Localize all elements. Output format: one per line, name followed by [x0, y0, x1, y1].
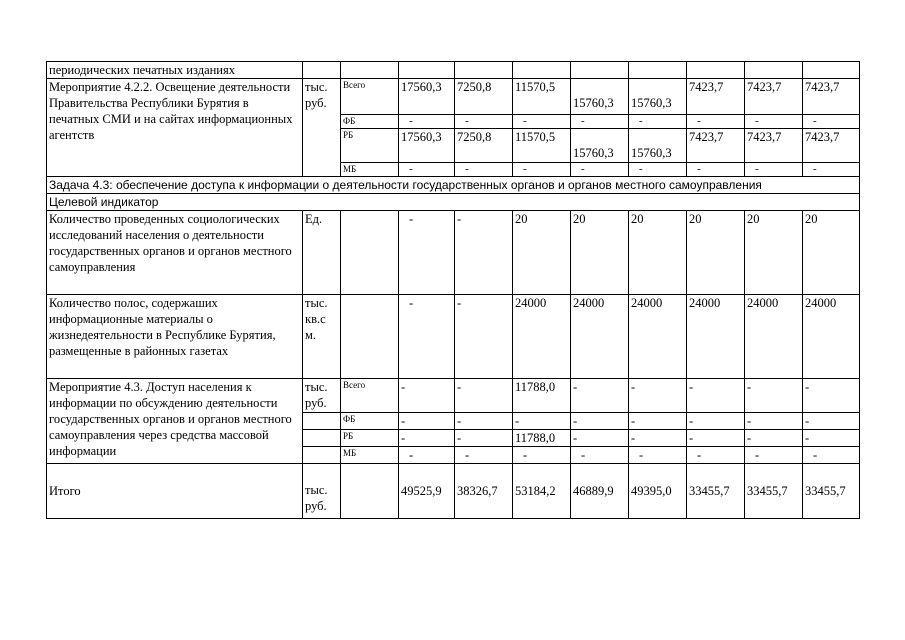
value-cell: - — [571, 430, 629, 447]
value-cell: 38326,7 — [455, 464, 513, 519]
value-cell: - — [455, 379, 513, 413]
value-cell: 11570,5 — [513, 79, 571, 115]
value-cell: 24000 — [745, 295, 803, 379]
value-cell: - — [455, 447, 513, 464]
value-cell: 11570,5 — [513, 129, 571, 163]
value-cell: - — [687, 447, 745, 464]
task-heading: Задача 4.3: обеспечение доступа к информации о деятельности государственных органов и органов местного самоуправления — [47, 177, 860, 194]
source-cell: МБ — [341, 447, 399, 464]
row-name-cell: Мероприятие 4.3. Доступ населения к информации по обсуждению деятельности государственных органов и органов местного самоуправления через средства массовой информации — [47, 379, 303, 464]
value-cell: 15760,3 — [571, 79, 629, 115]
value-cell: - — [803, 447, 860, 464]
value-cell: - — [399, 447, 455, 464]
unit-cell: тыс. руб. — [303, 79, 341, 177]
table-row — [47, 211, 860, 295]
value-cell: 17560,3 — [399, 79, 455, 115]
value-cell: - — [455, 413, 513, 430]
value-cell: - — [571, 163, 629, 177]
source-cell: Всего — [341, 79, 399, 115]
source-cell: РБ — [341, 129, 399, 163]
value-cell: - — [513, 413, 571, 430]
value-cell: 49395,0 — [629, 464, 687, 519]
value-cell: 17560,3 — [399, 129, 455, 163]
table-row — [47, 62, 860, 79]
value-cell: - — [745, 447, 803, 464]
value-cell: 11788,0 — [513, 379, 571, 413]
value-cell: - — [745, 430, 803, 447]
value-cell: - — [571, 447, 629, 464]
table-row — [47, 194, 860, 211]
value-cell: - — [399, 413, 455, 430]
value-cell: - — [745, 413, 803, 430]
source-cell: Всего — [341, 379, 399, 413]
row-name-cell: периодических печатных изданиях — [47, 62, 303, 79]
value-cell: 20 — [745, 211, 803, 295]
source-cell: РБ — [341, 430, 399, 447]
unit-cell: Ед. — [303, 211, 341, 295]
source-cell: ФБ — [341, 115, 399, 129]
value-cell: 7423,7 — [745, 79, 803, 115]
value-cell: 20 — [629, 211, 687, 295]
value-cell: - — [629, 447, 687, 464]
value-cell: 46889,9 — [571, 464, 629, 519]
value-cell: 15760,3 — [571, 129, 629, 163]
value-cell: 53184,2 — [513, 464, 571, 519]
value-cell: - — [399, 115, 455, 129]
value-cell: 11788,0 — [513, 430, 571, 447]
value-cell: - — [629, 413, 687, 430]
value-cell: 7423,7 — [687, 129, 745, 163]
value-cell: - — [629, 115, 687, 129]
value-cell: - — [803, 379, 860, 413]
value-cell: 24000 — [687, 295, 745, 379]
value-cell: - — [629, 163, 687, 177]
value-cell: - — [687, 430, 745, 447]
value-cell: - — [745, 379, 803, 413]
value-cell: - — [455, 430, 513, 447]
value-cell: - — [399, 163, 455, 177]
value-cell: - — [571, 379, 629, 413]
value-cell: - — [687, 379, 745, 413]
source-cell: МБ — [341, 163, 399, 177]
table-row — [47, 177, 860, 194]
value-cell: - — [455, 295, 513, 379]
value-cell: 20 — [803, 211, 860, 295]
value-cell: - — [745, 163, 803, 177]
value-cell: 7423,7 — [745, 129, 803, 163]
value-cell: 33455,7 — [745, 464, 803, 519]
value-cell: 7250,8 — [455, 79, 513, 115]
value-cell: - — [571, 115, 629, 129]
value-cell: 7423,7 — [803, 129, 860, 163]
value-cell: 20 — [571, 211, 629, 295]
value-cell: - — [803, 430, 860, 447]
value-cell: 7423,7 — [803, 79, 860, 115]
value-cell: - — [629, 430, 687, 447]
value-cell: - — [745, 115, 803, 129]
budget-table — [46, 61, 860, 519]
value-cell: 15760,3 — [629, 79, 687, 115]
row-name-cell: Мероприятие 4.2.2. Освещение деятельности Правительства Республики Бурятия в печатных СМИ и на сайтах информационных агентств — [47, 79, 303, 177]
value-cell: - — [399, 211, 455, 295]
value-cell: - — [455, 211, 513, 295]
value-cell: 20 — [687, 211, 745, 295]
value-cell: - — [687, 413, 745, 430]
value-cell: - — [687, 163, 745, 177]
indicator-heading: Целевой индикатор — [47, 194, 860, 211]
value-cell: - — [687, 115, 745, 129]
unit-cell: тыс. кв.с м. — [303, 295, 341, 379]
value-cell: - — [399, 379, 455, 413]
value-cell: - — [513, 163, 571, 177]
value-cell: - — [571, 413, 629, 430]
value-cell: 24000 — [629, 295, 687, 379]
value-cell: 24000 — [513, 295, 571, 379]
table-row — [47, 379, 860, 413]
value-cell: 7250,8 — [455, 129, 513, 163]
value-cell: - — [455, 163, 513, 177]
value-cell: 33455,7 — [803, 464, 860, 519]
value-cell: - — [455, 115, 513, 129]
row-name-cell: Количество проведенных социологических исследований населения о деятельности государственных органов и органов местного самоуправления — [47, 211, 303, 295]
value-cell: - — [803, 413, 860, 430]
value-cell: 33455,7 — [687, 464, 745, 519]
value-cell: - — [803, 115, 860, 129]
value-cell: - — [803, 163, 860, 177]
value-cell: 24000 — [571, 295, 629, 379]
value-cell: 24000 — [803, 295, 860, 379]
value-cell: 49525,9 — [399, 464, 455, 519]
table-row — [47, 79, 860, 115]
table-row — [47, 295, 860, 379]
value-cell: - — [513, 115, 571, 129]
table-row — [47, 464, 860, 519]
value-cell: 15760,3 — [629, 129, 687, 163]
unit-cell: тыс. руб. — [303, 464, 341, 519]
row-name-cell: Количество полос, содержаших информационные материалы о жизнедеятельности в Республике Бурятия, размещенные в районных газетах — [47, 295, 303, 379]
value-cell: - — [513, 447, 571, 464]
value-cell: - — [629, 379, 687, 413]
source-cell: ФБ — [341, 413, 399, 430]
value-cell: 7423,7 — [687, 79, 745, 115]
value-cell: 20 — [513, 211, 571, 295]
total-label: Итого — [47, 464, 303, 519]
unit-cell: тыс. руб. — [303, 379, 341, 413]
value-cell: - — [399, 295, 455, 379]
value-cell: - — [399, 430, 455, 447]
